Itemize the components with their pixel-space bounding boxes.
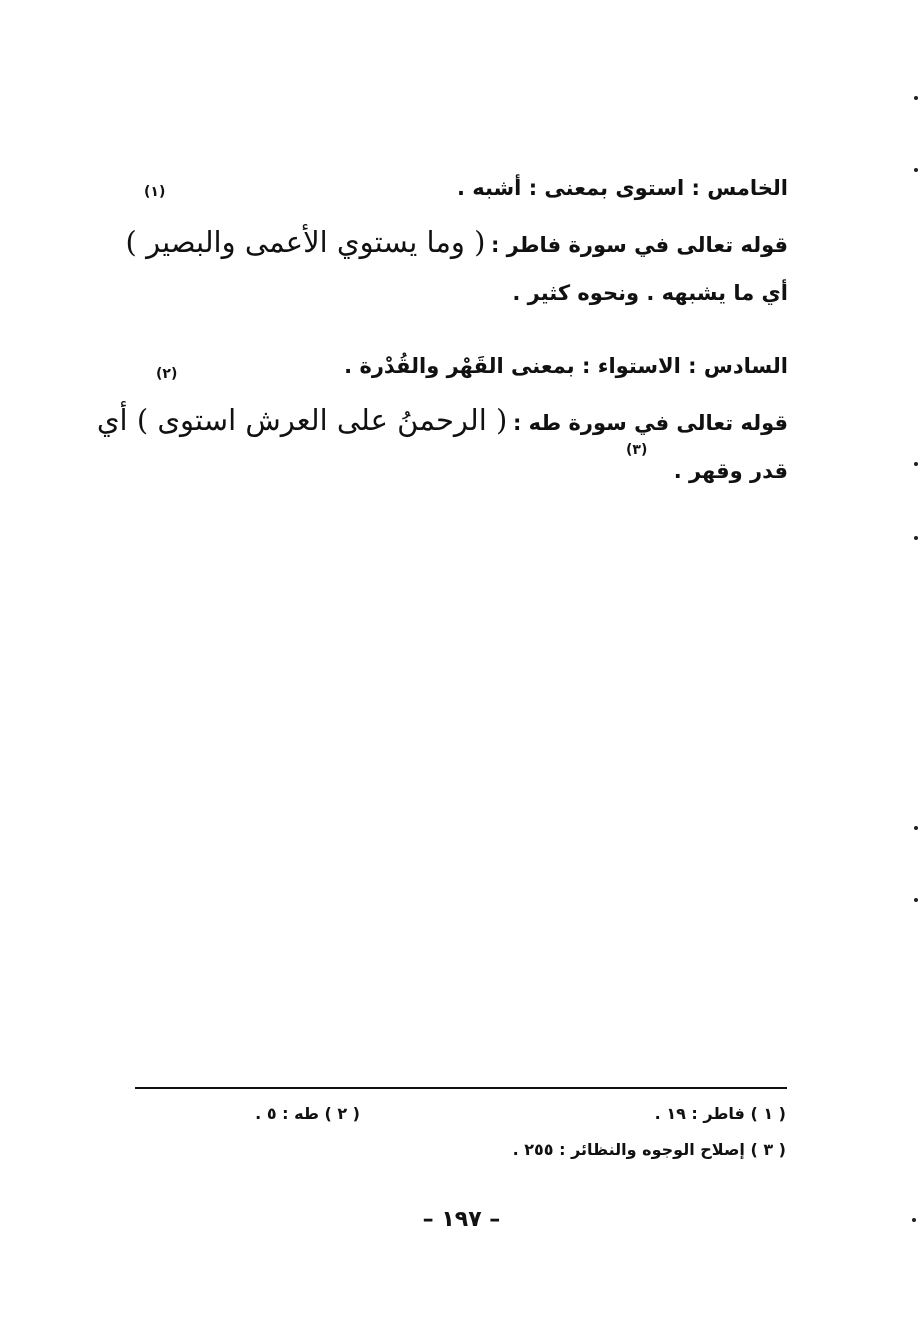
section6-quran-verse: ( الرحمنُ على العرش استوى ) أي: [96, 403, 508, 437]
scan-speck: [914, 898, 918, 902]
section6-explanation: قدر وقهر .: [673, 459, 788, 483]
page-number: – ١٩٧ –: [422, 1207, 501, 1232]
section5-explanation: أي ما يشبهه . ونحوه كثير .: [512, 281, 788, 305]
section6-verse-line: [97, 403, 788, 437]
scan-speck: [914, 168, 918, 172]
section5-verse-intro: قوله تعالى في سورة فاطر :: [490, 233, 788, 257]
footnote-separator: [135, 1087, 787, 1089]
section5-quran-verse: ( وما يستوي الأعمى والبصير ): [125, 225, 486, 259]
section6-verse-footnote-ref: (٣): [626, 442, 648, 458]
section6-footnote-ref: (٢): [156, 366, 178, 382]
scan-speck: [914, 536, 918, 540]
section6-heading: السادس : الاستواء : بمعنى القَهْر والقُدْرة .: [344, 354, 788, 378]
scan-speck: [914, 96, 918, 100]
footnote-1: ( ١ ) فاطر : ١٩ .: [654, 1104, 786, 1123]
scan-speck: [914, 462, 918, 466]
footnote-3: ( ٣ ) إصلاح الوجوه والنظائر : ٢٥٥ .: [512, 1140, 786, 1159]
section5-footnote-ref: (١): [144, 184, 166, 200]
footnote-2: ( ٢ ) طه : ٥ .: [255, 1104, 360, 1123]
scan-speck: [912, 1218, 916, 1222]
scan-speck: [914, 826, 918, 830]
section5-verse-line: [126, 225, 788, 259]
section6-verse-intro: قوله تعالى في سورة طه :: [512, 411, 788, 435]
section5-heading: الخامس : استوى بمعنى : أشبه .: [456, 176, 788, 200]
